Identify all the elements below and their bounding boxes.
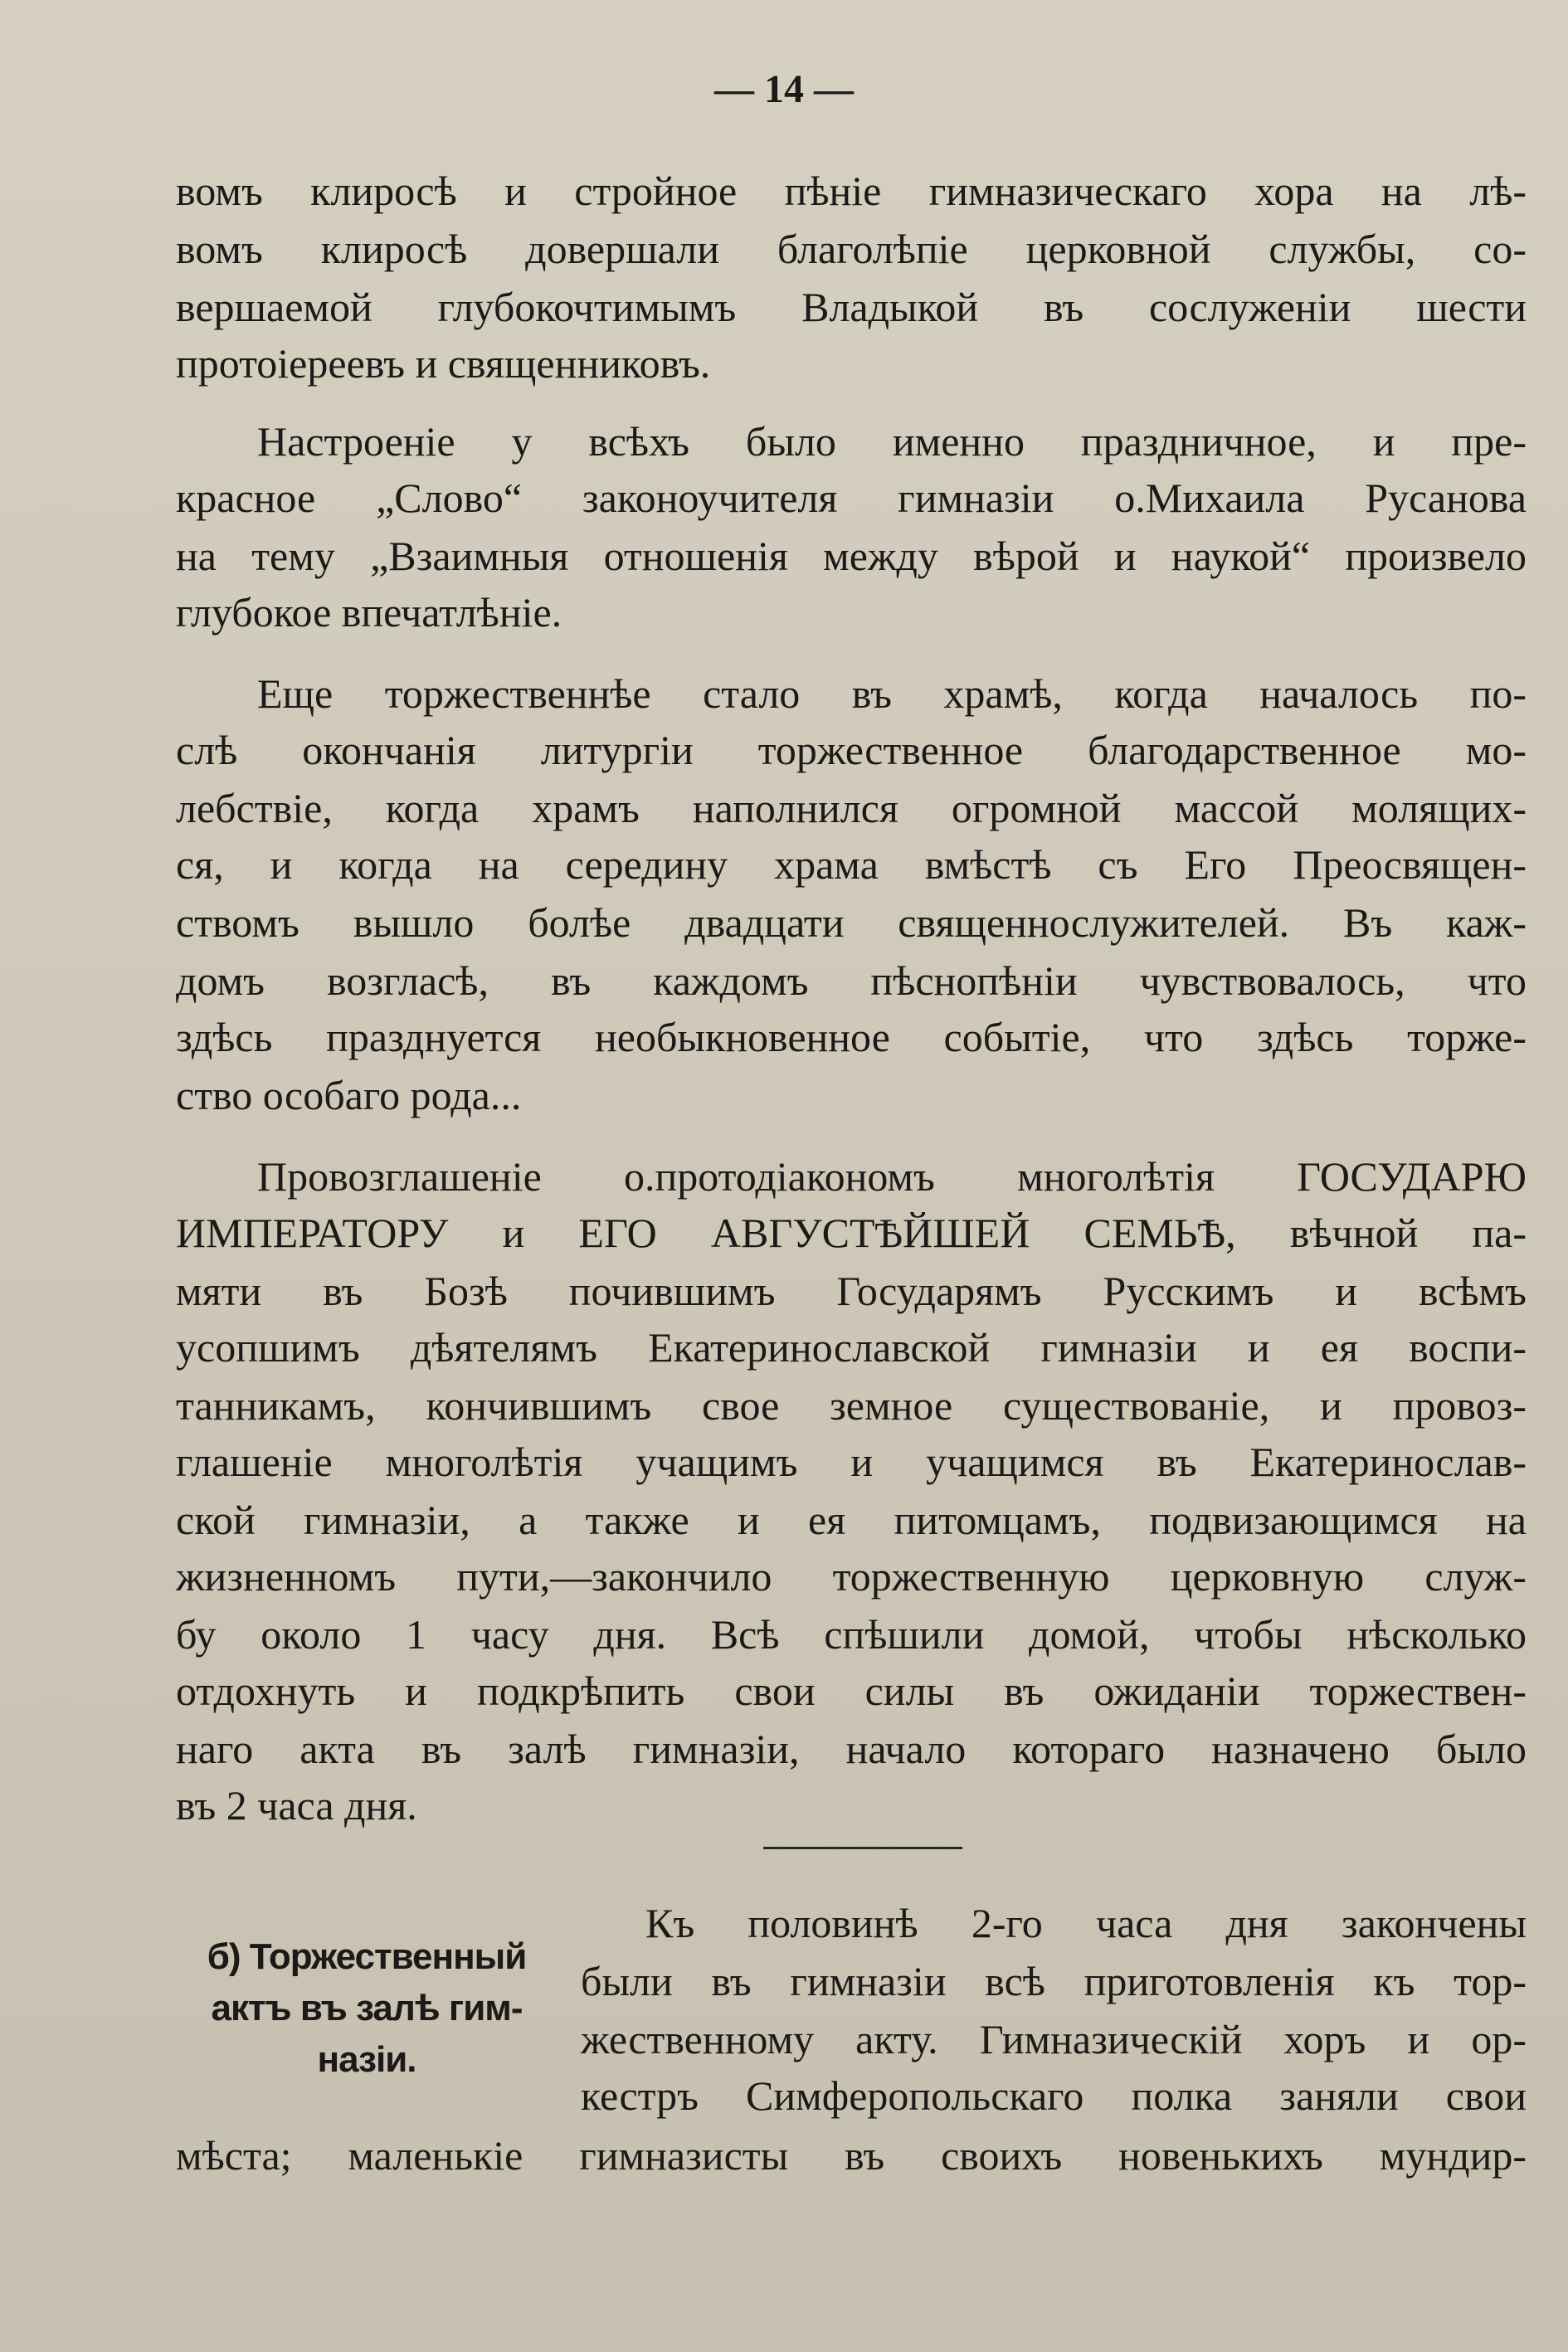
page-number: — 14 — xyxy=(714,67,854,111)
text-line: Еще торжественнѣе стало въ храмѣ, когда началось по- xyxy=(257,670,1527,717)
text-line: Провозглашеніе о.протодіакономъ многолѣтія ГОСУДАРЮ xyxy=(257,1153,1527,1200)
text-line: въ 2 часа дня. xyxy=(176,1782,417,1829)
section-heading xyxy=(176,1931,558,2086)
section-heading-line: б) Торжественный xyxy=(207,1936,527,1977)
text-line: отдохнуть и подкрѣпить свои силы въ ожиданіи торжествен- xyxy=(176,1668,1527,1714)
section-heading-line: актъ въ залѣ гим- xyxy=(211,1988,523,2028)
text-line: ской гимназіи, а также и ея питомцамъ, подвизающимся на xyxy=(176,1497,1527,1543)
text-line: усопшимъ дѣятелямъ Екатеринославской гимназіи и ея воспи- xyxy=(176,1324,1527,1371)
text-line: жественному акту. Гимназическій хоръ и ор- xyxy=(581,2016,1527,2062)
text-line: ство особаго рода... xyxy=(176,1072,522,1118)
text-line: Къ половинѣ 2-го часа дня закончены xyxy=(645,1900,1527,1946)
text-line: вомъ клиросѣ и стройное пѣніе гимназическаго хора на лѣ- xyxy=(176,168,1527,214)
text-line: кестръ Симферопольскаго полка заняли свои xyxy=(581,2072,1527,2119)
text-line: мѣста; маленькіе гимназисты въ своихъ новенькихъ мундир- xyxy=(176,2132,1527,2179)
text-line: были въ гимназіи всѣ приготовленія къ тор- xyxy=(581,1958,1527,2004)
text-line: слѣ окончанія литургіи торжественное благодарственное мо- xyxy=(176,727,1527,773)
text-line: протоіереевъ и священниковъ. xyxy=(176,340,711,387)
text-line: бу около 1 часу дня. Всѣ спѣшили домой, чтобы нѣсколько xyxy=(176,1611,1527,1658)
text-line: наго акта въ залѣ гимназіи, начало котораго назначено было xyxy=(176,1726,1527,1772)
section-divider xyxy=(763,1847,962,1849)
text-line: Настроеніе у всѣхъ было именно праздничное, и пре- xyxy=(257,418,1527,465)
text-line: домъ возгласѣ, въ каждомъ пѣснопѣніи чувствовалось, что xyxy=(176,957,1527,1004)
text-line: ствомъ вышло болѣе двадцати священнослужителей. Въ каж- xyxy=(176,899,1527,946)
text-line: вомъ клиросѣ довершали благолѣпіе церковной службы, со- xyxy=(176,226,1527,272)
text-line: лебствіе, когда храмъ наполнился огромной массой молящих- xyxy=(176,785,1527,831)
text-line: здѣсь празднуется необыкновенное событіе, что здѣсь торже- xyxy=(176,1014,1527,1060)
text-line: глашеніе многолѣтія учащимъ и учащимся въ Екатеринослав- xyxy=(176,1439,1527,1485)
text-line: на тему „Взаимныя отношенія между вѣрой и наукой“ произвело xyxy=(176,533,1527,579)
text-line: танникамъ, кончившимъ свое земное существованіе, и провоз- xyxy=(176,1382,1527,1429)
text-line: глубокое впечатлѣніе. xyxy=(176,589,562,635)
text-line: ИМПЕРАТОРУ и ЕГО АВГУСТѢЙШЕЙ СЕМЬѢ, вѣчной па- xyxy=(176,1210,1527,1256)
text-line: мяти въ Бозѣ почившимъ Государямъ Русскимъ и всѣмъ xyxy=(176,1268,1527,1314)
text-line: вершаемой глубокочтимымъ Владыкой въ сослуженіи шести xyxy=(176,284,1527,330)
text-line: красное „Слово“ законоучителя гимназіи о.Михаила Русанова xyxy=(176,475,1527,521)
section-heading-line: назіи. xyxy=(317,2039,416,2080)
text-line: жизненномъ пути,—закончило торжественную церковную служ- xyxy=(176,1553,1527,1600)
text-line: ся, и когда на середину храма вмѣстѣ съ Его Преосвящен- xyxy=(176,841,1527,888)
